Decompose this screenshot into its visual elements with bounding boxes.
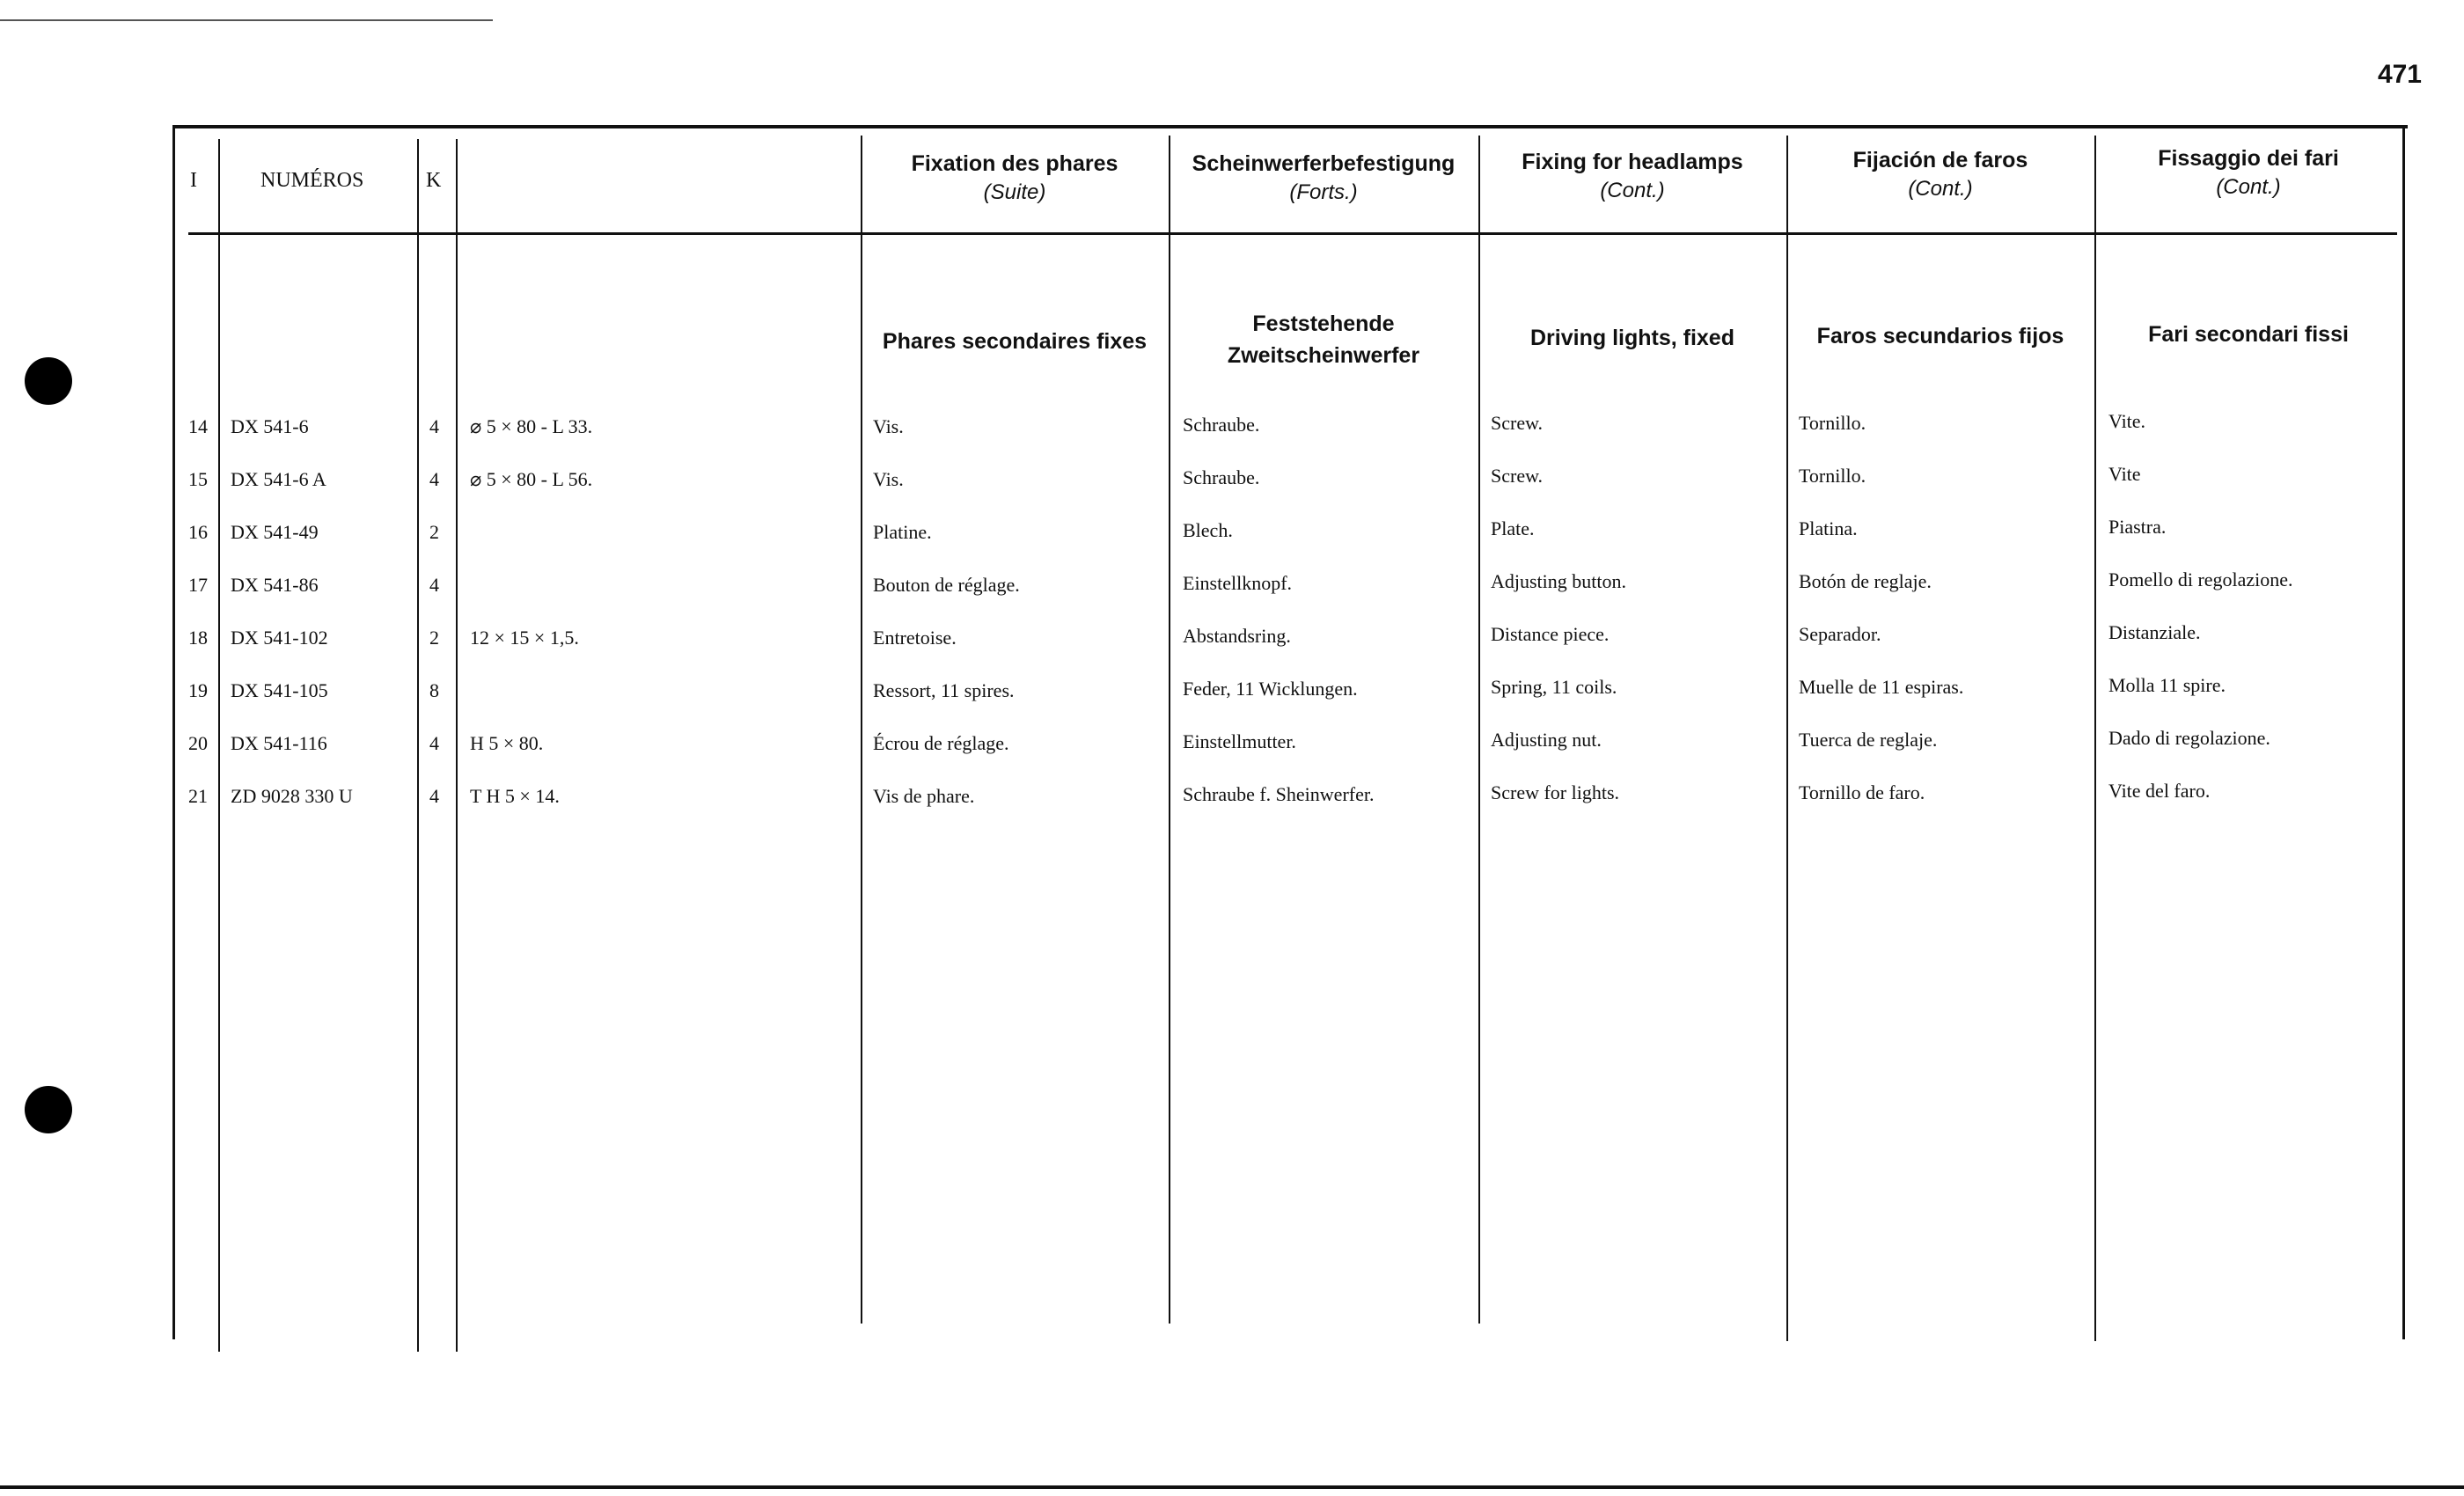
section-fr: Phares secondaires fixes	[882, 329, 1148, 354]
quantity: 4	[429, 785, 439, 807]
desc-fr: Vis de phare.	[873, 785, 975, 807]
desc-es: Tornillo.	[1799, 465, 1866, 487]
desc-es: Separador.	[1799, 623, 1881, 645]
table-row	[0, 516, 2464, 556]
desc-es: Muelle de 11 espiras.	[1799, 676, 1964, 698]
row-index: 19	[188, 679, 208, 701]
header-en-title: Fixing for headlamps	[1522, 150, 1743, 174]
section-es: Faros secundarios fijos	[1816, 324, 2064, 348]
desc-it: Vite.	[2108, 410, 2146, 432]
desc-en: Screw.	[1491, 465, 1544, 487]
header-col-numeros: NUMÉROS	[260, 169, 364, 192]
desc-es: Botón de reglaje.	[1799, 570, 1932, 592]
quantity: 4	[429, 468, 439, 490]
desc-de: Schraube.	[1183, 414, 1260, 436]
desc-fr: Vis.	[873, 468, 904, 490]
header-fr	[862, 151, 1167, 205]
desc-en: Adjusting nut.	[1491, 729, 1602, 751]
header-fr-sub: (Suite)	[983, 180, 1046, 204]
quantity: 4	[429, 732, 439, 754]
section-en: Driving lights, fixed	[1530, 326, 1734, 350]
row-index: 18	[188, 627, 208, 649]
binder-hole-top	[25, 357, 72, 405]
section-it: Fari secondari fissi	[2148, 322, 2349, 347]
part-number: DX 541-6	[231, 415, 309, 437]
desc-de: Einstellknopf.	[1183, 572, 1293, 594]
dimension: H 5 × 80.	[470, 732, 544, 754]
row-index: 14	[188, 415, 208, 437]
header-es-sub: (Cont.)	[1908, 177, 1973, 201]
desc-en: Adjusting button.	[1491, 570, 1627, 592]
desc-it: Molla 11 spire.	[2108, 674, 2226, 696]
desc-fr: Entretoise.	[873, 627, 957, 649]
binder-hole-bottom	[25, 1086, 72, 1133]
dimension: 12 × 15 × 1,5.	[470, 627, 579, 649]
header-de-sub: (Forts.)	[1289, 180, 1358, 204]
header-col-i: I	[190, 169, 197, 192]
part-number: DX 541-105	[231, 679, 328, 701]
desc-fr: Écrou de réglage.	[873, 732, 1009, 754]
desc-es: Tornillo de faro.	[1799, 781, 1925, 803]
part-number: DX 541-102	[231, 627, 328, 649]
desc-de: Feder, 11 Wicklungen.	[1183, 678, 1358, 700]
header-en	[1480, 150, 1785, 203]
table-row	[0, 463, 2464, 503]
desc-de: Schraube.	[1183, 466, 1260, 488]
section-de	[1170, 308, 1477, 371]
desc-it: Vite del faro.	[2108, 780, 2211, 802]
table-top-border	[172, 125, 2408, 128]
desc-it: Piastra.	[2108, 516, 2167, 538]
page-number: 471	[2377, 60, 2422, 89]
col-sep-en	[1478, 136, 1480, 1324]
row-index: 16	[188, 521, 208, 543]
table-row	[0, 410, 2464, 451]
desc-en: Screw for lights.	[1491, 781, 1620, 803]
row-index: 15	[188, 468, 208, 490]
desc-de: Einstellmutter.	[1183, 730, 1296, 752]
quantity: 2	[429, 627, 439, 649]
desc-fr: Vis.	[873, 415, 904, 437]
quantity: 4	[429, 415, 439, 437]
desc-de: Schraube f. Sheinwerfer.	[1183, 783, 1375, 805]
dimension: ⌀ 5 × 80 - L 56.	[470, 468, 593, 490]
top-rule	[0, 19, 493, 21]
row-index: 17	[188, 574, 208, 596]
page-bottom-rule	[0, 1485, 2464, 1489]
part-number: DX 541-116	[231, 732, 327, 754]
desc-de: Blech.	[1183, 519, 1233, 541]
header-de-title: Scheinwerferbefestigung	[1192, 151, 1456, 176]
desc-fr: Ressort, 11 spires.	[873, 679, 1015, 701]
dimension: ⌀ 5 × 80 - L 33.	[470, 415, 593, 437]
desc-it: Pomello di regolazione.	[2108, 568, 2293, 590]
desc-en: Plate.	[1491, 517, 1535, 539]
quantity: 4	[429, 574, 439, 596]
part-number: DX 541-6 A	[231, 468, 326, 490]
row-index: 20	[188, 732, 208, 754]
header-it	[2096, 146, 2401, 200]
part-number: DX 541-49	[231, 521, 319, 543]
table-row	[0, 674, 2464, 715]
desc-en: Distance piece.	[1491, 623, 1610, 645]
table-row	[0, 621, 2464, 662]
table-row	[0, 780, 2464, 820]
header-fr-title: Fixation des phares	[911, 151, 1118, 176]
part-number: DX 541-86	[231, 574, 319, 596]
table-row	[0, 727, 2464, 767]
row-index: 21	[188, 785, 208, 807]
quantity: 2	[429, 521, 439, 543]
header-it-title: Fissaggio dei fari	[2158, 146, 2339, 171]
desc-es: Platina.	[1799, 517, 1858, 539]
desc-fr: Bouton de réglage.	[873, 574, 1020, 596]
desc-fr: Platine.	[873, 521, 932, 543]
header-divider	[188, 232, 2397, 235]
desc-es: Tornillo.	[1799, 412, 1866, 434]
part-number: ZD 9028 330 U	[231, 785, 353, 807]
desc-it: Distanziale.	[2108, 621, 2201, 643]
dimension: T H 5 × 14.	[470, 785, 560, 807]
col-sep-fr	[861, 136, 862, 1324]
desc-it: Dado di regolazione.	[2108, 727, 2270, 749]
header-en-sub: (Cont.)	[1600, 179, 1665, 202]
quantity: 8	[429, 679, 439, 701]
desc-de: Abstandsring.	[1183, 625, 1291, 647]
desc-it: Vite	[2108, 463, 2141, 485]
header-it-sub: (Cont.)	[2216, 175, 2281, 199]
desc-es: Tuerca de reglaje.	[1799, 729, 1938, 751]
header-de	[1170, 151, 1477, 205]
desc-en: Spring, 11 coils.	[1491, 676, 1617, 698]
header-es	[1788, 148, 2093, 202]
desc-en: Screw.	[1491, 412, 1544, 434]
table-row	[0, 568, 2464, 609]
header-es-title: Fijación de faros	[1852, 148, 2028, 172]
section-de-line1: Feststehende	[1252, 312, 1395, 336]
section-de-line2: Zweitscheinwerfer	[1227, 343, 1420, 368]
header-col-k: K	[426, 169, 442, 192]
